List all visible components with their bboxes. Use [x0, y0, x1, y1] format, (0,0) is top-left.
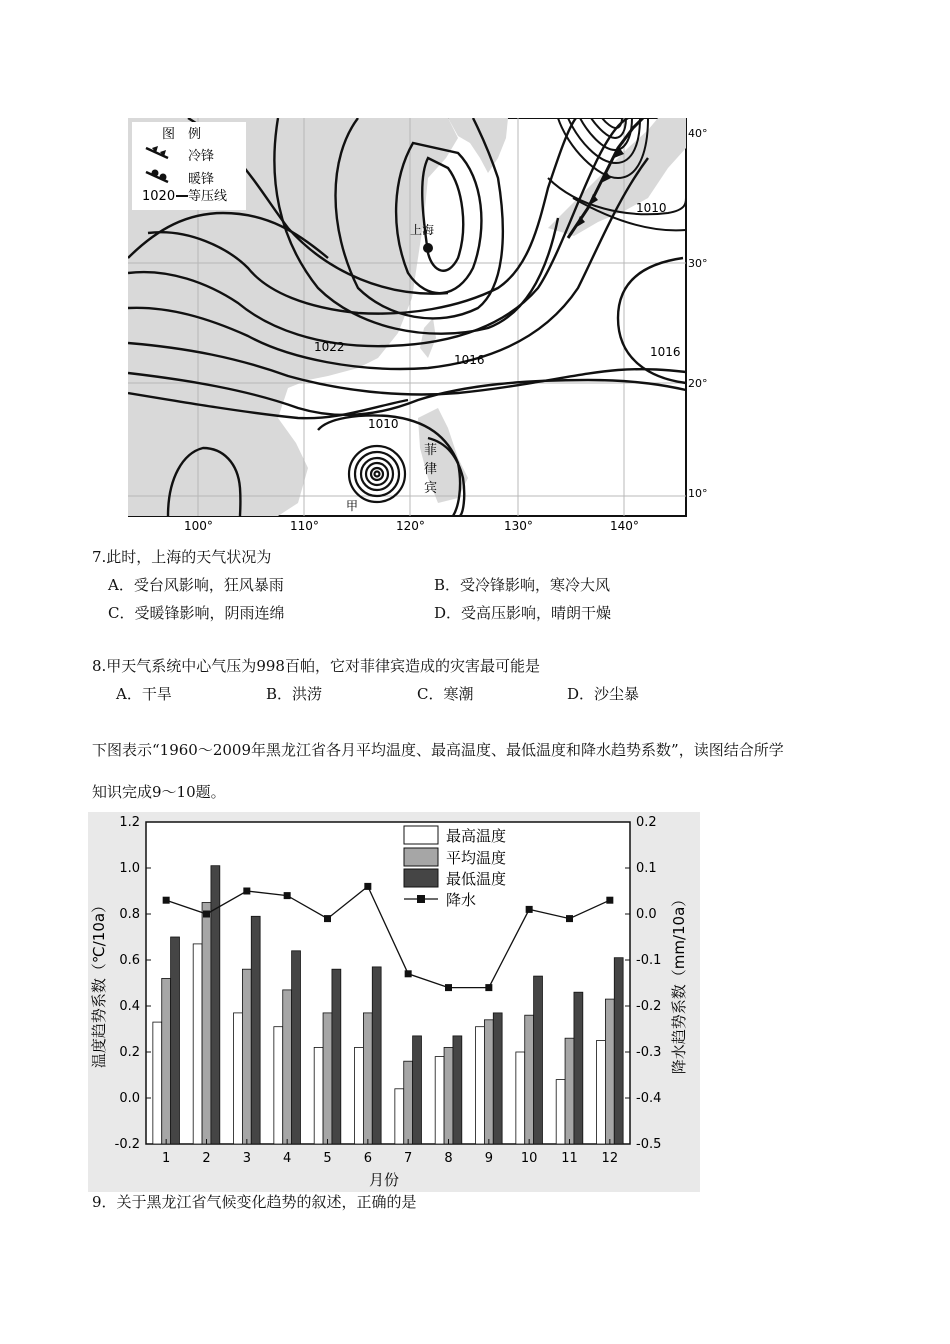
isobar-label: 1022	[314, 340, 345, 354]
bar-mean-temp	[323, 1013, 332, 1144]
precip-marker	[163, 897, 170, 904]
bar-min-temp	[574, 992, 583, 1144]
lon-label: 140°	[610, 519, 639, 530]
bar-min-temp	[332, 969, 341, 1144]
legend-precip-marker	[417, 895, 425, 903]
y-axis-title-left: 温度趋势系数（℃/10a）	[90, 897, 108, 1069]
bar-mean-temp	[605, 999, 614, 1144]
legend-max-label: 最高温度	[446, 827, 507, 845]
bar-mean-temp	[525, 1015, 534, 1144]
bar-min-temp	[292, 951, 301, 1144]
x-tick-label: 6	[363, 1151, 372, 1166]
y-tick-label-right: -0.3	[636, 1045, 662, 1060]
bar-max-temp	[476, 1027, 485, 1144]
shanghai-dot	[423, 243, 433, 253]
philippines-char-2: 律	[424, 462, 438, 477]
system-jia-label: 甲	[346, 499, 359, 513]
shanghai-label: 上海	[410, 223, 435, 237]
philippines-char-3: 宾	[424, 481, 438, 496]
bar-min-temp	[413, 1036, 422, 1144]
x-tick-label: 12	[601, 1151, 619, 1166]
q8-option-d[interactable]: D．沙尘暴	[567, 685, 640, 703]
bar-max-temp	[153, 1022, 162, 1144]
bar-max-temp	[355, 1047, 364, 1144]
lat-label: 40°	[688, 127, 708, 140]
q7-stem: 7.此时，上海的天气状况为	[92, 548, 272, 566]
bar-mean-temp	[404, 1061, 413, 1144]
precip-marker	[203, 911, 210, 918]
bar-min-temp	[534, 976, 543, 1144]
q8-stem: 8.甲天气系统中心气压为998百帕，它对菲律宾造成的灾害最可能是	[92, 657, 540, 675]
x-axis-title: 月份	[368, 1171, 400, 1189]
bar-max-temp	[556, 1080, 565, 1144]
lon-label: 120°	[396, 519, 425, 530]
q7-option-c[interactable]: C．受暖锋影响，阴雨连绵	[108, 604, 285, 622]
y-tick-label-right: 0.1	[636, 861, 657, 876]
isobar-label: 1010	[636, 201, 667, 215]
lon-label: 110°	[290, 519, 319, 530]
bar-mean-temp	[283, 990, 292, 1144]
y-tick-label-right: -0.1	[636, 953, 662, 968]
y-tick-label-left: 0.6	[119, 953, 140, 968]
bar-min-temp	[453, 1036, 462, 1144]
y-tick-label-right: 0.2	[636, 815, 657, 830]
q7-option-a[interactable]: A．受台风影响，狂风暴雨	[108, 576, 284, 594]
y-tick-label-left: 1.0	[119, 861, 140, 876]
x-tick-label: 11	[561, 1151, 578, 1166]
isobar-label: 1016	[454, 353, 485, 367]
precip-marker	[606, 897, 613, 904]
y-tick-label-right: -0.5	[636, 1137, 662, 1152]
x-tick-label: 1	[162, 1151, 171, 1166]
legend-cold-front: 冷锋	[188, 149, 215, 164]
x-tick-label: 10	[520, 1151, 538, 1166]
bar-mean-temp	[162, 978, 171, 1144]
precip-marker	[364, 883, 371, 890]
bar-min-temp	[614, 958, 623, 1144]
isobar-label: 1016	[650, 345, 681, 359]
bar-mean-temp	[242, 969, 251, 1144]
q7-option-b[interactable]: B．受冷锋影响，寒冷大风	[434, 576, 611, 594]
lon-label: 130°	[504, 519, 533, 530]
x-tick-label: 9	[484, 1151, 493, 1166]
intro-line-1: 下图表示“1960～2009年黑龙江省各月平均温度、最高温度、最低温度和降水趋势系数”，读图结合所学	[92, 741, 784, 759]
y-tick-label-left: 0.2	[119, 1045, 140, 1060]
precip-marker	[405, 970, 412, 977]
bar-max-temp	[193, 944, 202, 1144]
precip-marker	[284, 892, 291, 899]
isobar-label: 1010	[368, 417, 399, 431]
legend-mean-label: 平均温度	[446, 849, 507, 867]
trend-chart	[88, 812, 700, 1192]
y-axis-title-right: 降水趋势系数（mm/10a）	[670, 891, 688, 1075]
bar-mean-temp	[202, 903, 211, 1145]
y-tick-label-right: -0.2	[636, 999, 662, 1014]
q9-stem: 9．关于黑龙江省气候变化趋势的叙述，正确的是	[92, 1193, 417, 1211]
legend-swatch-max	[404, 826, 438, 844]
legend-title: 图 例	[162, 127, 202, 142]
precip-marker	[526, 906, 533, 913]
bar-max-temp	[516, 1052, 525, 1144]
bar-mean-temp	[565, 1038, 574, 1144]
bar-max-temp	[274, 1027, 283, 1144]
x-tick-label: 2	[202, 1151, 211, 1166]
precip-marker	[566, 915, 573, 922]
q8-option-c[interactable]: C．寒潮	[417, 685, 474, 703]
bar-min-temp	[493, 1013, 502, 1144]
bar-mean-temp	[363, 1013, 372, 1144]
bar-max-temp	[314, 1047, 323, 1144]
lat-label: 10°	[688, 487, 708, 500]
bar-max-temp	[597, 1041, 606, 1145]
weather-map	[128, 118, 728, 530]
q8-option-b[interactable]: B．洪涝	[266, 685, 323, 703]
y-tick-label-left: 0.4	[119, 999, 140, 1014]
y-tick-label-left: -0.2	[114, 1137, 140, 1152]
y-tick-label-left: 0.8	[119, 907, 140, 922]
bar-min-temp	[372, 967, 381, 1144]
bar-mean-temp	[444, 1047, 453, 1144]
legend-warm-front: 暖锋	[188, 172, 215, 187]
bar-max-temp	[234, 1013, 243, 1144]
lon-label: 100°	[184, 519, 213, 530]
lat-label: 20°	[688, 377, 708, 390]
y-tick-label-right: 0.0	[636, 907, 657, 922]
x-tick-label: 8	[444, 1151, 453, 1166]
x-tick-label: 3	[242, 1151, 251, 1166]
intro-line-2: 知识完成9～10题。	[92, 783, 226, 801]
x-tick-label: 5	[323, 1151, 332, 1166]
lat-label: 30°	[688, 257, 708, 270]
y-tick-label-left: 1.2	[119, 815, 140, 830]
philippines-char-1: 菲	[424, 443, 438, 458]
precip-marker	[243, 888, 250, 895]
bar-mean-temp	[484, 1020, 493, 1144]
legend-isobar: 等压线	[188, 189, 228, 204]
bar-max-temp	[395, 1089, 404, 1144]
legend-precip-label: 降水	[446, 891, 477, 909]
x-tick-label: 7	[404, 1151, 413, 1166]
q7-option-d[interactable]: D．受高压影响，晴朗干燥	[434, 604, 612, 622]
bar-max-temp	[435, 1057, 444, 1144]
bar-min-temp	[171, 937, 180, 1144]
y-tick-label-left: 0.0	[119, 1091, 140, 1106]
y-tick-label-right: -0.4	[636, 1091, 662, 1106]
precip-marker	[324, 915, 331, 922]
legend-swatch-mean	[404, 848, 438, 866]
precip-marker	[445, 984, 452, 991]
legend-min-label: 最低温度	[446, 870, 507, 888]
legend-swatch-min	[404, 869, 438, 887]
bar-min-temp	[251, 916, 260, 1144]
precip-marker	[485, 984, 492, 991]
legend-isobar-value: 1020	[142, 189, 176, 204]
x-tick-label: 4	[283, 1151, 292, 1166]
q8-option-a[interactable]: A．干旱	[116, 685, 172, 703]
